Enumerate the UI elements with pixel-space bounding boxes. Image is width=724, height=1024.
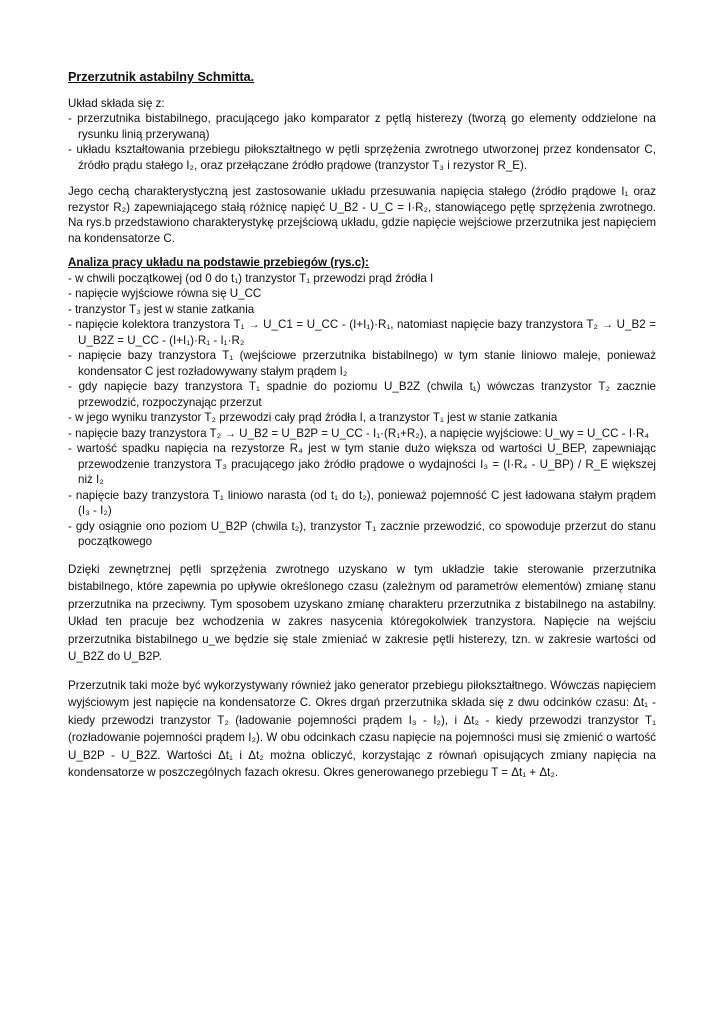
analysis-item-3: - tranzystor T₃ jest w stanie zatkania	[68, 302, 255, 316]
analysis-item-8: - napięcie bazy tranzystora T₂ → U_B2 = U_B2P = U_CC - I₁·(R₁+R₂), a napięcie wyjściowe: U_wy = U_CC - I·R₄	[68, 426, 650, 440]
analysis-item-5: - napięcie bazy tranzystora T₁ (wejściowe przerzutnika bistabilnego) w tym stanie liniowo maleje, ponieważ kondensator C jest rozładowywany stałym prądem I₂	[68, 349, 656, 378]
analysis-item-10: - napięcie bazy tranzystora T₁ liniowo narasta (od t₁ do t₂), ponieważ pojemność C jest ładowana stałym prądem (I₃ - I₂)	[68, 488, 656, 517]
analysis-item-1: - w chwili początkowej (od 0 do t₁) tranzystor T₁ przewodzi prąd źródła I	[68, 271, 434, 285]
analysis-item-6: - gdy napięcie bazy tranzystora T₁ spadnie do poziomu U_B2Z (chwila t₁) wówczas tranzystor T₂ zacznie przewodzić, rozpoczynając przerzut	[68, 380, 656, 409]
analysis-item-9: - wartość spadku napięcia na rezystorze R₄ jest w tym stanie dużo większa od wartości U_BEP, zapewniając przewodzenie tranzystora T₃ pracującego jako źródło prądowe o wydajności I₃ = (I·R₄ - U_BP) / R_E większej niż I₂	[68, 442, 656, 486]
analysis-item-4: - napięcie kolektora tranzystora T₁ → U_C1 = U_CC - (I+I₁)·R₁, natomiast napięcie bazy tranzystora T₂ → U_B2 = U_B2Z = U_CC - (I+I₁)·R₁ - I₁·R₂	[68, 318, 656, 347]
document-title: Przerzutnik astabilny Schmitta.	[68, 70, 255, 84]
intro-item-2: - układu kształtowania przebiegu piłokształtnego w pętli sprzężenia zwrotnego utworzonej przez kondensator C, źródło prądu stałego I₂, oraz przełączane źródło prądowe (tranzystor T₃ i rezystor R_E).	[68, 143, 656, 172]
intro-item-1: - przerzutnika bistabilnego, pracującego jako komparator z pętlą histerezy (tworzą go elementy oddzielone na rysunku linią przerywaną)	[68, 112, 656, 141]
paragraph-3: Przerzutnik taki może być wykorzystywany również jako generator przebiegu piłokształtnego. Wówczas napięciem wyjściowym jest napięcie na kondensatorze C. Okres drgań przerzutnika składa się z dwu odcinków czasu: Δt₁ - kiedy przewodzi tranzystor T₂ (ładowanie pojemności prądem I₃ - I₂), i Δt₂ - kiedy przewodzi tranzystor T₁ (rozładowanie pojemności prądem I₂). W obu odcinkach czasu napięcie na pojemności musi się zmienić o wartość U_B2P - U_B2Z. Wartości Δt₁ i Δt₂ można obliczyć, korzystając z równań opisujących zmiany napięcia na kondensatorze w poszczególnych fazach okresu. Okres generowanego przebiegu T = Δt₁ + Δt₂.	[68, 678, 656, 779]
analysis-item-2: - napięcie wyjściowe równa się U_CC	[68, 287, 262, 300]
paragraph-1: Jego cechą charakterystyczną jest zastosowanie układu przesuwania napięcia stałego (źródło prądowe I₁ oraz rezystor R₂) zapewniającego stałą różnicę napięć U_B2 - U_C = I·R₂, stanowiącego pętlę sprzężenia zwrotnego. Na rys.b przedstawiono charakterystykę przejściową układu, gdzie napięcie wejściowe przerzutnika jest napięciem na kondensatorze C.	[68, 185, 656, 245]
analysis-item-11: - gdy osiągnie ono poziom U_B2P (chwila t₂), tranzystor T₁ zacznie przewodzić, co spowoduje przerzut do stanu początkowego	[68, 519, 656, 548]
document-page	[68, 70, 656, 782]
analysis-heading: Analiza pracy układu na podstawie przebiegów (rys.c):	[68, 256, 369, 269]
paragraph-2: Dzięki zewnętrznej pętli sprzężenia zwrotnego uzyskano w tym układzie takie sterowanie przerzutnika bistabilnego, które zapewnia po upływie określonego czasu (zależnym od parametrów elementów) zmianę stanu przerzutnika na przeciwny. Tym sposobem uzyskano zmianę charakteru przerzutnika z bistabilnego na astabilny. Układ ten pracuje bez wchodzenia w zakres nasycenia któregokolwiek tranzystora. Napięcie na wejściu przerzutnika bistabilnego u_we będzie się stale zmieniać w zakresie pętli histerezy, tzn. w zakresie wartości od U_B2Z do U_B2P.	[68, 562, 656, 663]
analysis-item-7: - w jego wyniku tranzystor T₂ przewodzi cały prąd źródła I, a tranzystor T₁ jest w stanie zatkania	[68, 411, 558, 424]
intro-lead: Układ składa się z:	[68, 96, 165, 110]
